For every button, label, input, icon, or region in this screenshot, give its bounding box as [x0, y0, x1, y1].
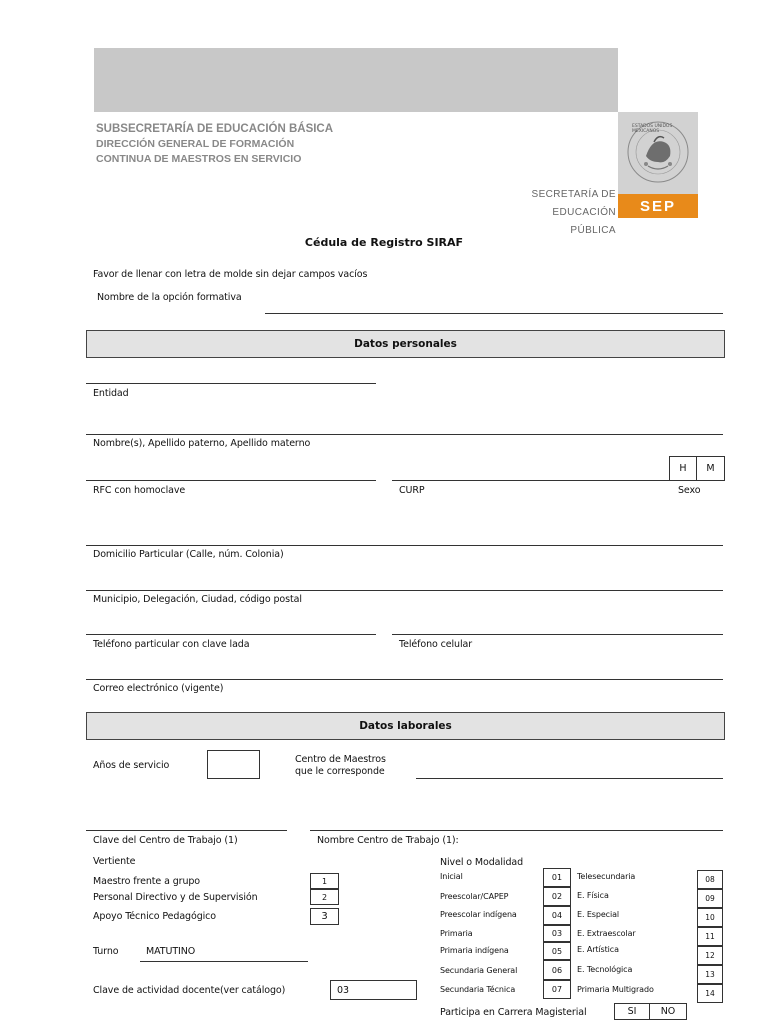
- nivel-e-extraescolar: E. Extraescolar: [577, 929, 636, 938]
- nivel-box-01[interactable]: 01: [543, 868, 571, 887]
- nivel-box-12[interactable]: 12: [697, 946, 723, 965]
- mexican-seal-icon: [618, 112, 698, 194]
- centro-label-2: que le corresponde: [295, 766, 385, 777]
- domicilio-field[interactable]: [86, 545, 723, 546]
- turno-field[interactable]: [140, 961, 308, 962]
- nivel-inicial: Inicial: [440, 872, 463, 881]
- nivel-e-especial: E. Especial: [577, 910, 620, 919]
- option-field[interactable]: [265, 313, 723, 314]
- turno-label: Turno: [93, 946, 119, 957]
- nivel-box-10[interactable]: 10: [697, 908, 723, 927]
- curp-label: CURP: [399, 485, 425, 496]
- correo-label: Correo electrónico (vigente): [93, 683, 224, 694]
- sep-line2: EDUCACIÓN PÚBLICA: [552, 207, 616, 236]
- nivel-box-05[interactable]: 05: [543, 942, 571, 960]
- telefono-label: Teléfono particular con clave lada: [93, 639, 250, 650]
- nivel-heading: Nivel o Modalidad: [440, 857, 524, 868]
- anios-label: Años de servicio: [93, 760, 170, 771]
- centro-label-1: Centro de Maestros: [295, 754, 386, 765]
- clave-act-field[interactable]: 03: [330, 980, 417, 1000]
- nivel-box-11[interactable]: 11: [697, 927, 723, 946]
- nivel-box-14[interactable]: 14: [697, 984, 723, 1003]
- instructions-text: Favor de llenar con letra de molde sin dejar campos vacíos: [93, 269, 368, 280]
- turno-value: MATUTINO: [146, 946, 196, 957]
- nivel-primaria: Primaria: [440, 929, 473, 938]
- vertiente-2-box[interactable]: 2: [310, 889, 339, 905]
- nivel-secundaria-general: Secundaria General: [440, 966, 518, 975]
- domicilio-label: Domicilio Particular (Calle, núm. Colonia): [93, 549, 284, 560]
- carrera-label: Participa en Carrera Magisterial: [440, 1007, 587, 1018]
- vertiente-3-label: Apoyo Técnico Pedagógico: [93, 911, 217, 922]
- nivel-e-fisica: E. Física: [577, 891, 609, 900]
- centro-field[interactable]: [416, 778, 723, 779]
- carrera-no-box[interactable]: NO: [649, 1003, 687, 1020]
- entidad-label: Entidad: [93, 388, 129, 399]
- nivel-box-04[interactable]: 04: [543, 906, 571, 925]
- vertiente-1-box[interactable]: 1: [310, 873, 339, 889]
- nivel-secundaria-tecnica: Secundaria Técnica: [440, 985, 516, 994]
- nombre-ct-field[interactable]: [310, 830, 723, 831]
- nivel-box-07[interactable]: 07: [543, 980, 571, 999]
- subsecretaria-title: SUBSECRETARÍA DE EDUCACIÓN BÁSICA: [96, 123, 334, 135]
- nivel-box-03[interactable]: 03: [543, 925, 571, 942]
- celular-label: Teléfono celular: [399, 639, 473, 650]
- entidad-field[interactable]: [86, 383, 376, 384]
- municipio-label: Municipio, Delegación, Ciudad, código postal: [93, 594, 302, 605]
- curp-field[interactable]: [392, 480, 669, 481]
- seal-text: ESTADOS UNIDOS MEXICANOS: [632, 124, 673, 134]
- option-label: Nombre de la opción formativa: [97, 292, 242, 303]
- nivel-box-02[interactable]: 02: [543, 887, 571, 906]
- sexo-label: Sexo: [678, 485, 701, 496]
- celular-field[interactable]: [392, 634, 723, 635]
- nivel-e-artistica: E. Artística: [577, 945, 619, 954]
- header-banner: [94, 48, 618, 112]
- continua-line: CONTINUA DE MAESTROS EN SERVICIO: [96, 153, 302, 165]
- section-personal: Datos personales: [86, 330, 725, 358]
- sep-line1: SECRETARÍA DE: [531, 189, 616, 200]
- nombre-ct-label: Nombre Centro de Trabajo (1):: [317, 835, 459, 846]
- form-title: Cédula de Registro SIRAF: [304, 236, 464, 249]
- nivel-box-09[interactable]: 09: [697, 889, 723, 908]
- nombre-label: Nombre(s), Apellido paterno, Apellido materno: [93, 438, 311, 449]
- anios-field[interactable]: [207, 750, 260, 779]
- nivel-preescolar: Preescolar/CAPEP: [440, 892, 509, 901]
- nombre-field[interactable]: [86, 434, 723, 435]
- rfc-label: RFC con homoclave: [93, 485, 186, 496]
- nivel-box-08[interactable]: 08: [697, 870, 723, 889]
- sep-logo: SEP: [618, 194, 698, 218]
- carrera-si-box[interactable]: SI: [614, 1003, 650, 1020]
- correo-field[interactable]: [86, 679, 723, 680]
- nivel-telesecundaria: Telesecundaria: [577, 872, 636, 881]
- vertiente-2-label: Personal Directivo y de Supervisión: [93, 892, 258, 903]
- nivel-primaria-multigrado: Primaria Multigrado: [577, 985, 654, 994]
- telefono-field[interactable]: [86, 634, 376, 635]
- rfc-field[interactable]: [86, 480, 376, 481]
- nivel-box-06[interactable]: 06: [543, 960, 571, 980]
- sep-text: [520, 186, 616, 240]
- clave-ct-label: Clave del Centro de Trabajo (1): [93, 835, 238, 846]
- direccion-line: DIRECCIÓN GENERAL DE FORMACIÓN: [96, 138, 295, 150]
- vertiente-label: Vertiente: [93, 856, 136, 867]
- vertiente-3-box[interactable]: 3: [310, 908, 339, 925]
- vertiente-1-label: Maestro frente a grupo: [93, 876, 201, 887]
- clave-act-label: Clave de actividad docente(ver catálogo): [93, 985, 286, 996]
- nivel-box-13[interactable]: 13: [697, 965, 723, 984]
- clave-ct-field[interactable]: [86, 830, 287, 831]
- municipio-field[interactable]: [86, 590, 723, 591]
- nivel-preescolar-indigena: Preescolar indígena: [440, 910, 517, 919]
- nivel-primaria-indigena: Primaria indígena: [440, 946, 509, 955]
- sexo-h-box[interactable]: H: [669, 456, 697, 481]
- nivel-e-tecnologica: E. Tecnológica: [577, 965, 633, 974]
- section-laboral: Datos laborales: [86, 712, 725, 740]
- sexo-m-box[interactable]: M: [696, 456, 725, 481]
